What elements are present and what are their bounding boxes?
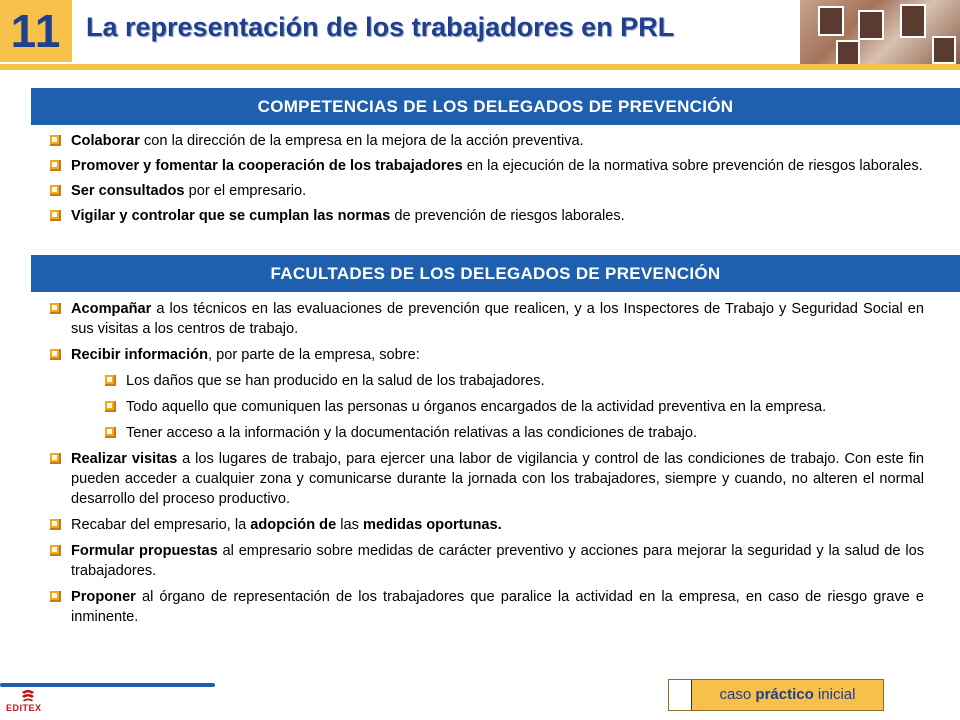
footer-rule: [0, 683, 215, 687]
sub-list-item: Todo aquello que comuniquen las personas u órganos encargados de la actividad preventiva en la empresa.: [105, 397, 924, 417]
section-heading-competencias: COMPETENCIAS DE LOS DELEGADOS DE PREVENCIÓN: [31, 88, 960, 125]
list-item: Recibir información, por parte de la empresa, sobre:: [50, 345, 924, 365]
list-item: Formular propuestas al empresario sobre medidas de carácter preventivo y acciones para mejorar la seguridad y la salud de los trabajadores.: [50, 541, 924, 581]
chapter-number-box: [0, 0, 74, 62]
case-practico-label: caso práctico inicial: [692, 680, 883, 710]
header-rule: [0, 64, 960, 70]
section-heading-facultades: FACULTADES DE LOS DELEGADOS DE PREVENCIÓN: [31, 255, 960, 292]
square-bullet-icon: [50, 303, 61, 314]
list-item: Vigilar y controlar que se cumplan las normas de prevención de riesgos laborales.: [50, 206, 924, 226]
square-bullet-icon: [50, 160, 61, 171]
header: [0, 0, 960, 64]
list-item: Colaborar con la dirección de la empresa en la mejora de la acción preventiva.: [50, 131, 924, 151]
sub-list-item: Tener acceso a la información y la documentación relativas a las condiciones de trabajo.: [105, 423, 924, 443]
chapter-number: 11: [10, 5, 62, 57]
page-title: La representación de los trabajadores en PRL: [86, 12, 675, 42]
editex-logo: [6, 689, 54, 717]
list-item: Acompañar a los técnicos en las evaluaciones de prevención que realicen, y a los Inspectores de Trabajo y Seguridad Social en sus visitas a los centros de trabajo.: [50, 299, 924, 339]
list-item: Promover y fomentar la cooperación de los trabajadores en la ejecución de la normativa sobre prevención de riesgos laborales.: [50, 156, 924, 176]
square-bullet-icon: [50, 591, 61, 602]
header-photo: [800, 0, 960, 64]
square-bullet-icon: [50, 185, 61, 196]
square-bullet-icon: [105, 427, 116, 438]
square-bullet-icon: [105, 401, 116, 412]
facultades-list: [50, 299, 924, 633]
square-bullet-icon: [50, 545, 61, 556]
logo-text: EDITEX: [6, 703, 42, 713]
square-bullet-icon: [50, 519, 61, 530]
square-bullet-icon: [105, 375, 116, 386]
square-bullet-icon: [50, 210, 61, 221]
square-bullet-icon: [50, 453, 61, 464]
square-bullet-icon: [50, 135, 61, 146]
list-item: Realizar visitas a los lugares de trabajo, para ejercer una labor de vigilancia y control de las condiciones de trabajo. Con este fin pueden acceder a cualquier zona y comunicarse durante la jornada con los trabajadores, siempre y cuando, no alteren el normal desarrollo del proceso productivo.: [50, 449, 924, 509]
competencias-list: [50, 131, 924, 231]
list-item: Recabar del empresario, la adopción de las medidas oportunas.: [50, 515, 924, 535]
square-bullet-icon: [50, 349, 61, 360]
list-item: Ser consultados por el empresario.: [50, 181, 924, 201]
editex-logo-icon: [20, 689, 36, 702]
checkbox-icon: [669, 680, 693, 710]
list-item: Proponer al órgano de representación de los trabajadores que paralice la actividad en la empresa, en caso de riesgo grave e inminente.: [50, 587, 924, 627]
case-practico-button[interactable]: [668, 679, 884, 711]
sub-list-item: Los daños que se han producido en la salud de los trabajadores.: [105, 371, 924, 391]
